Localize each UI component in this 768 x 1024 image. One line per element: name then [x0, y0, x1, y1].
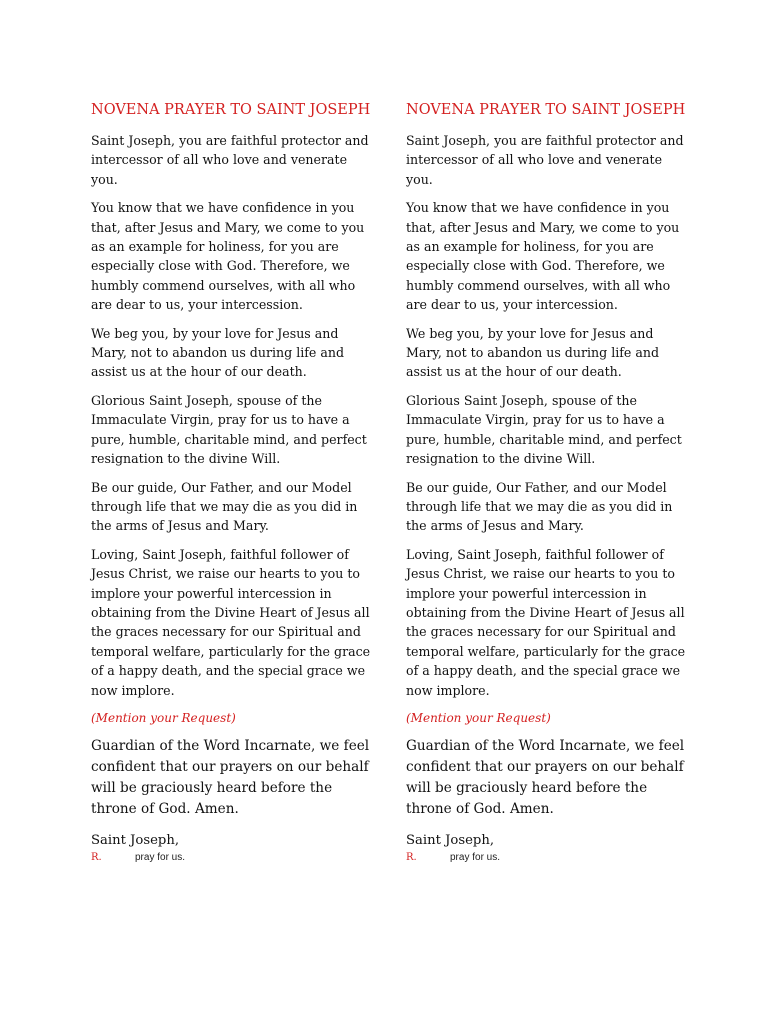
prayer-paragraph-6: Loving, Saint Joseph, faithful follower of Jesus Christ, we raise our hearts to you to implore your powerful intercession in obtaining from the Divine Heart of Jesus all the graces necessary for our Spiritual and temporal welfare, particularly for the grace of a happy death, and the special grace we now implore.	[406, 546, 686, 698]
prayer-paragraph-3: We beg you, by your love for Jesus and Mary, not to abandon us during life and assist us at the hour of our death.	[91, 325, 345, 380]
response-text: pray for us.	[135, 851, 186, 863]
prayer-paragraph-4: Glorious Saint Joseph, spouse of the Immaculate Virgin, pray for us to have a pure, humble, charitable mind, and perfect resignation to the divine Will.	[91, 392, 367, 467]
response-marker: R.	[406, 851, 417, 863]
invocation-saint-joseph: Saint Joseph,	[406, 832, 495, 848]
prayer-paragraph-2: You know that we have confidence in you that, after Jesus and Mary, we come to you as an example for holiness, for you are especially close with God. Therefore, we humbly commend ourselves, with all who are dear to us, your intercession.	[91, 200, 365, 313]
prayer-paragraph-1: Saint Joseph, you are faithful protector and intercessor of all who love and venerate you.	[91, 133, 369, 187]
prayer-paragraph-5: Be our guide, Our Father, and our Model through life that we may die as you did in the arms of Jesus and Mary.	[406, 479, 673, 534]
request-note: (Mention your Request)	[91, 710, 236, 725]
response-text: pray for us.	[450, 851, 501, 863]
prayer-paragraph-2: You know that we have confidence in you that, after Jesus and Mary, we come to you as an example for holiness, for you are especially close with God. Therefore, we humbly commend ourselves, with all who are dear to us, your intercession.	[406, 200, 680, 313]
prayer-paragraph-6: Loving, Saint Joseph, faithful follower of Jesus Christ, we raise our hearts to you to implore your powerful intercession in obtaining from the Divine Heart of Jesus all the graces necessary for our Spiritual and temporal welfare, particularly for the grace of a happy death, and the special grace we now implore.	[91, 546, 371, 698]
prayer-title: NOVENA PRAYER TO SAINT JOSEPH	[91, 102, 371, 118]
response-line	[406, 850, 691, 866]
prayer-column-left	[91, 100, 376, 866]
prayer-paragraph-3: We beg you, by your love for Jesus and Mary, not to abandon us during life and assist us at the hour of our death.	[406, 325, 660, 380]
prayer-title: NOVENA PRAYER TO SAINT JOSEPH	[406, 102, 686, 118]
request-note: (Mention your Request)	[406, 710, 551, 725]
prayer-paragraph-1: Saint Joseph, you are faithful protector and intercessor of all who love and venerate you.	[406, 133, 684, 187]
response-line	[91, 850, 376, 866]
closing-paragraph: Guardian of the Word Incarnate, we feel confident that our prayers on our behalf will be graciously heard before the throne of God. Amen.	[91, 737, 370, 817]
prayer-paragraph-5: Be our guide, Our Father, and our Model through life that we may die as you did in the arms of Jesus and Mary.	[91, 479, 358, 534]
closing-paragraph: Guardian of the Word Incarnate, we feel confident that our prayers on our behalf will be graciously heard before the throne of God. Amen.	[406, 737, 685, 817]
invocation-saint-joseph: Saint Joseph,	[91, 832, 180, 848]
response-marker: R.	[91, 851, 102, 863]
prayer-paragraph-4: Glorious Saint Joseph, spouse of the Immaculate Virgin, pray for us to have a pure, humble, charitable mind, and perfect resignation to the divine Will.	[406, 392, 682, 467]
prayer-column-right	[406, 100, 691, 866]
